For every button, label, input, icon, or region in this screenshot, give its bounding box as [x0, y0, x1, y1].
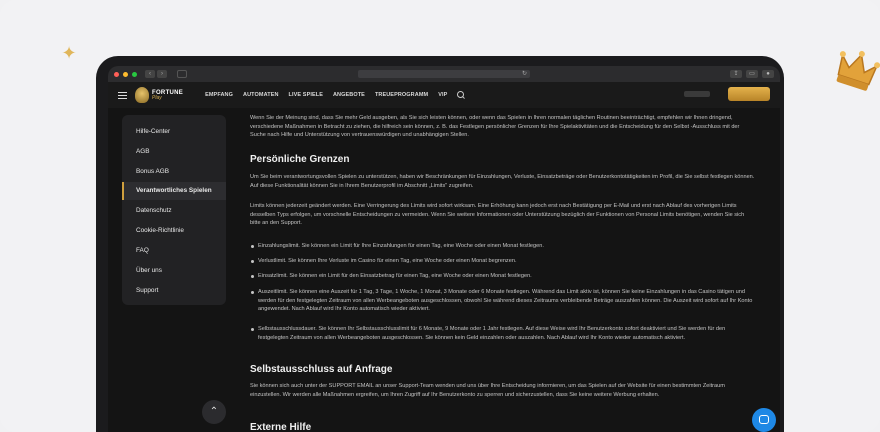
hamburger-icon[interactable]: [118, 92, 127, 99]
site-logo[interactable]: [135, 87, 183, 103]
sidebar-toggle-icon[interactable]: [177, 70, 187, 78]
forward-button[interactable]: ›: [157, 70, 167, 78]
intro-paragraph: Wenn Sie der Meinung sind, dass Sie mehr Geld ausgeben, als Sie sich leisten können, oder wenn das Spielen in Ihren normalen täglichen Routinen beeinträchtigt, empfehlen wir Ihnen dringend, verschiedene Maßnahmen in Betracht zu ziehen, die hilfreich sein können, z. B. das Festlegen persönlicher Grenzen für Ihre Spielaktivitäten und die Entscheidung für den Selbst -Ausschluss mit der Suche nach Hilfe und Unterstützung von vertrauenswürdigen und unabhängigen Stellen.: [250, 115, 740, 139]
sidebar-item-support[interactable]: Support: [136, 287, 159, 294]
heading-self-exclusion: Selbstausschluss auf Anfrage: [250, 364, 393, 375]
sidebar-item-cookie-richtlinie[interactable]: Cookie-Richtlinie: [136, 227, 184, 234]
reload-icon[interactable]: ↻: [521, 71, 527, 77]
tabs-icon[interactable]: ▭: [746, 70, 758, 78]
list-item: Einsatzlimit. Sie können ein Limit für den Einsatzbetrag für einen Tag, eine Woche oder einen Monat festlegen.: [258, 272, 756, 281]
crown-icon: [832, 46, 880, 98]
list-item: Selbstausschlussdauer. Sie können Ihr Selbstausschlusslimit für 6 Monate, 9 Monate oder 1 Jahr festlegen. Auf diese Weise wird Ihr Benutzerkonto sofort deaktiviert und Sie werden für den festgelegten Zeitraum von allen Werbeangeboten ausgeschlossen. Sie können kein Geld einzahlen oder auszahlen. Nach Ablauf wird Ihr Konto wieder automatisch aktiviert.: [258, 325, 756, 342]
heading-personal-limits: Persönliche Grenzen: [250, 154, 350, 165]
chat-icon[interactable]: [752, 408, 776, 432]
back-button[interactable]: ‹: [145, 70, 155, 78]
list-item: Auszeitlimit. Sie können eine Auszeit für 1 Tag, 3 Tage, 1 Woche, 1 Monat, 3 Monate oder 6 Monate festlegen. Während das Limit aktiv ist, können Sie keine Einzahlungen in das Casino tätigen und werden für den festgelegten Zeitraum von allen Werbeangeboten ausgeschlossen, obwohl Sie während dieses Zeitraums verbleibende Beträge auszahlen können. Die Auszeit wird sofort auf Ihr Konto angewendet. Nach Ablauf wird Ihr Konto automatisch wieder aktiviert.: [258, 288, 756, 314]
login-link[interactable]: [684, 91, 710, 97]
sidebar-item-verantwortliches-spielen[interactable]: Verantwortliches Spielen: [122, 182, 226, 200]
nav-link-automaten[interactable]: AUTOMATEN: [243, 92, 279, 98]
logo-mark: [135, 87, 149, 103]
list-item: Verlustlimit. Sie können Ihre Verluste im Casino für einen Tag, eine Woche oder einen Monat begrenzen.: [258, 257, 756, 266]
maximize-window-button[interactable]: [132, 72, 137, 77]
browser-actions: [730, 70, 774, 78]
search-icon[interactable]: [457, 91, 465, 99]
nav-link-empfang[interactable]: EMPFANG: [205, 92, 234, 98]
chevron-up-icon[interactable]: ⌃: [202, 400, 226, 424]
window-controls: [114, 72, 137, 77]
nav-link-angebote[interactable]: ANGEBOTE: [332, 92, 365, 98]
sidebar-item-bonus-agb[interactable]: Bonus AGB: [136, 168, 170, 175]
logo-main-text: FORTUNE: [152, 89, 184, 96]
nav-link-vip[interactable]: VIP: [438, 92, 448, 98]
history-buttons: [145, 70, 167, 78]
browser-window: [108, 66, 780, 432]
logo-sub-text: Play: [152, 94, 162, 101]
share-icon[interactable]: ⇪: [730, 70, 742, 78]
limits-paragraph-2: Limits können jederzeit geändert werden. Eine Verringerung des Limits wird sofort wirksam. Eine Erhöhung kann jedoch erst nach Bestätigung per E-Mail und erst nach Ablauf des vorherigen Limits desselben Typs erfolgen, um vorschnelle Entscheidungen zu vermeiden. Wenn Sie weitere Informationen oder Unterstützung bezüglich der Funktionen von Personal Limits benötigen, wenden Sie sich bitte an den Support.: [250, 203, 745, 227]
minimize-window-button[interactable]: [123, 72, 128, 77]
browser-toolbar: [108, 66, 780, 82]
list-item: Einzahlungslimit. Sie können ein Limit für Ihre Einzahlungen für einen Tag, eine Woche oder einen Monat festlegen.: [258, 242, 756, 251]
limits-paragraph-1: Um Sie beim verantwortungsvollen Spielen zu unterstützen, haben wir Beschränkungen für Einzahlungen, Verluste, Einsatzbeträge oder Benutzerkontotätigkeiten im Profil, die Sie selbst festlegen können. Auf diese Funktionalität können Sie in Ihrem Benutzerprofil im Abschnitt „Limits" zugreifen.: [250, 174, 755, 189]
extensions-icon[interactable]: ●: [762, 70, 774, 78]
sidebar-item-agb[interactable]: AGB: [136, 148, 150, 155]
main-nav: [205, 92, 447, 98]
sidebar-item-datenschutz[interactable]: Datenschutz: [136, 207, 172, 214]
self-exclusion-paragraph: Sie können sich auch unter der SUPPORT EMAIL an unser Support-Team wenden und uns über Ihre Entscheidung informieren, um das Spielen auf der Website für einen bestimmten Zeitraum einzustellen. Wir werden alle Maßnahmen ergreifen, um Ihren Zugriff auf Ihr Benutzerkonto zu sperren und sicherzustellen, dass Sie keine weitere Werbung erhalten.: [250, 383, 725, 398]
help-sidebar: [122, 115, 226, 305]
signup-button[interactable]: [728, 87, 770, 101]
address-bar[interactable]: [358, 70, 530, 78]
nav-link-treueprogramm[interactable]: TREUEPROGRAMM: [374, 92, 429, 98]
heading-external-help: Externe Hilfe: [250, 422, 312, 432]
sidebar-item-faq[interactable]: FAQ: [136, 247, 149, 254]
sparkle-icon: ✦: [61, 43, 77, 63]
nav-link-live-spiele[interactable]: LIVE SPIELE: [288, 92, 323, 98]
site-header: [108, 82, 780, 108]
sidebar-item-ueber-uns[interactable]: Über uns: [136, 267, 162, 274]
close-window-button[interactable]: [114, 72, 119, 77]
sidebar-item-hilfe-center[interactable]: Hilfe-Center: [136, 128, 171, 135]
